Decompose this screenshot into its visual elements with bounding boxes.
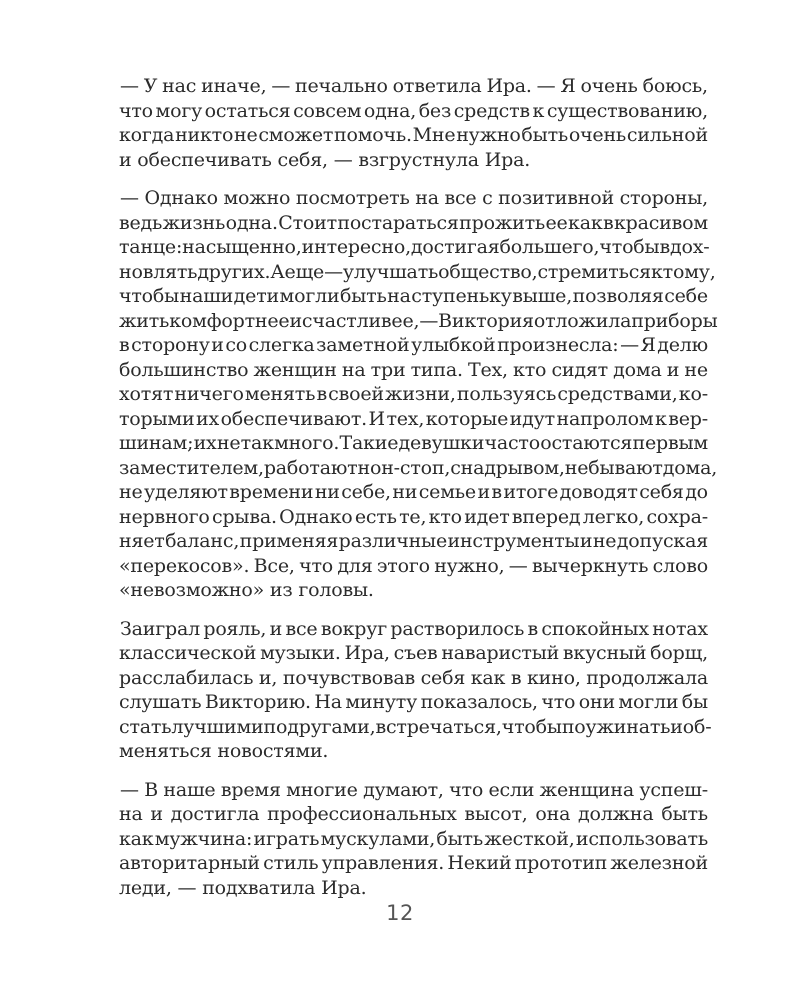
text-line: — У нас иначе, — печально ответила Ира. — Я очень боюсь, [120,75,708,97]
body-text [119,74,718,914]
paragraph [120,74,708,172]
text-line: не уделяют времени ни себе, ни семье и в итоге доводят себя до [119,481,708,503]
text-line: большинство женщин на три типа. Тех, кто сидят дома и не [119,358,708,381]
text-line: слушать Викторию. На минуту показалось, что они могли бы [119,691,708,713]
page-number: 12 [386,901,414,925]
paragraph [120,778,708,901]
text-line: танце: насыщенно, интересно, достигая большего, чтобы вдох- [119,236,710,258]
text-line: «невозможно» из головы. [119,579,374,601]
text-line: — Однако можно посмотреть на все с позитивной стороны, [120,187,708,209]
text-line: на и достигла профессиональных высот, она должна быть [119,803,708,825]
text-line: хотят ничего менять в своей жизни, пользуясь средствами, ко- [119,383,708,405]
text-line: когда никто не сможет помочь. Мне нужно быть очень сильной [119,124,708,146]
text-line: Заиграл рояль, и все вокруг растворилось в спокойных нотах [120,617,708,640]
text-line: «перекосов». Все, что для этого нужно, — вычеркнуть слово [119,554,708,577]
text-line: шинам; их не так много. Такие девушки часто остаются первым [119,432,708,454]
text-line: авторитарный стиль управления. Некий прототип железной [119,852,708,874]
paragraph [119,186,718,603]
text-line: в сторону и со слегка заметной улыбкой произнесла: — Я делю [119,334,708,356]
text-line: торыми их обеспечивают. И тех, которые идут напролом к вер- [119,407,708,430]
text-line: няет баланс, применяя различные инструменты и не допуская [119,530,708,552]
text-line: леди, — подхватила Ира. [119,876,367,899]
text-line: стать лучшими подругами, встречаться, чтобы поужинать и об- [119,715,712,738]
text-line: меняться новостями. [119,740,329,762]
text-line: чтобы наши дети могли быть на ступеньку выше, позволяя себе [119,285,708,307]
text-line: классической музыки. Ира, съев наваристый вкусный борщ, [119,642,708,664]
paragraph [119,617,712,764]
text-line: как мужчина: играть мускулами, быть жесткой, использовать [119,827,708,850]
text-line: ведь жизнь одна. Стоит постараться прожить ее как в красивом [119,211,708,234]
text-line: — В наше время многие думают, что если женщина успеш- [120,778,708,801]
text-line: заместителем, работают нон-стоп, с надрывом, не бывают дома, [119,456,718,479]
text-line: новлять других. А еще — улучшать общество, стремиться к тому, [119,260,716,283]
text-line: что могу остаться совсем одна, без средств к существованию, [119,99,708,122]
text-line: расслабилась и, почувствовав себя как в кино, продолжала [119,666,708,689]
text-line: и обеспечивать себя, — взгрустнула Ира. [119,148,531,171]
text-line: жить комфортнее и счастливее, — Виктория отложила приборы [119,309,718,332]
text-line: нервного срыва. Однако есть те, кто идет вперед легко, сохра- [119,505,708,528]
